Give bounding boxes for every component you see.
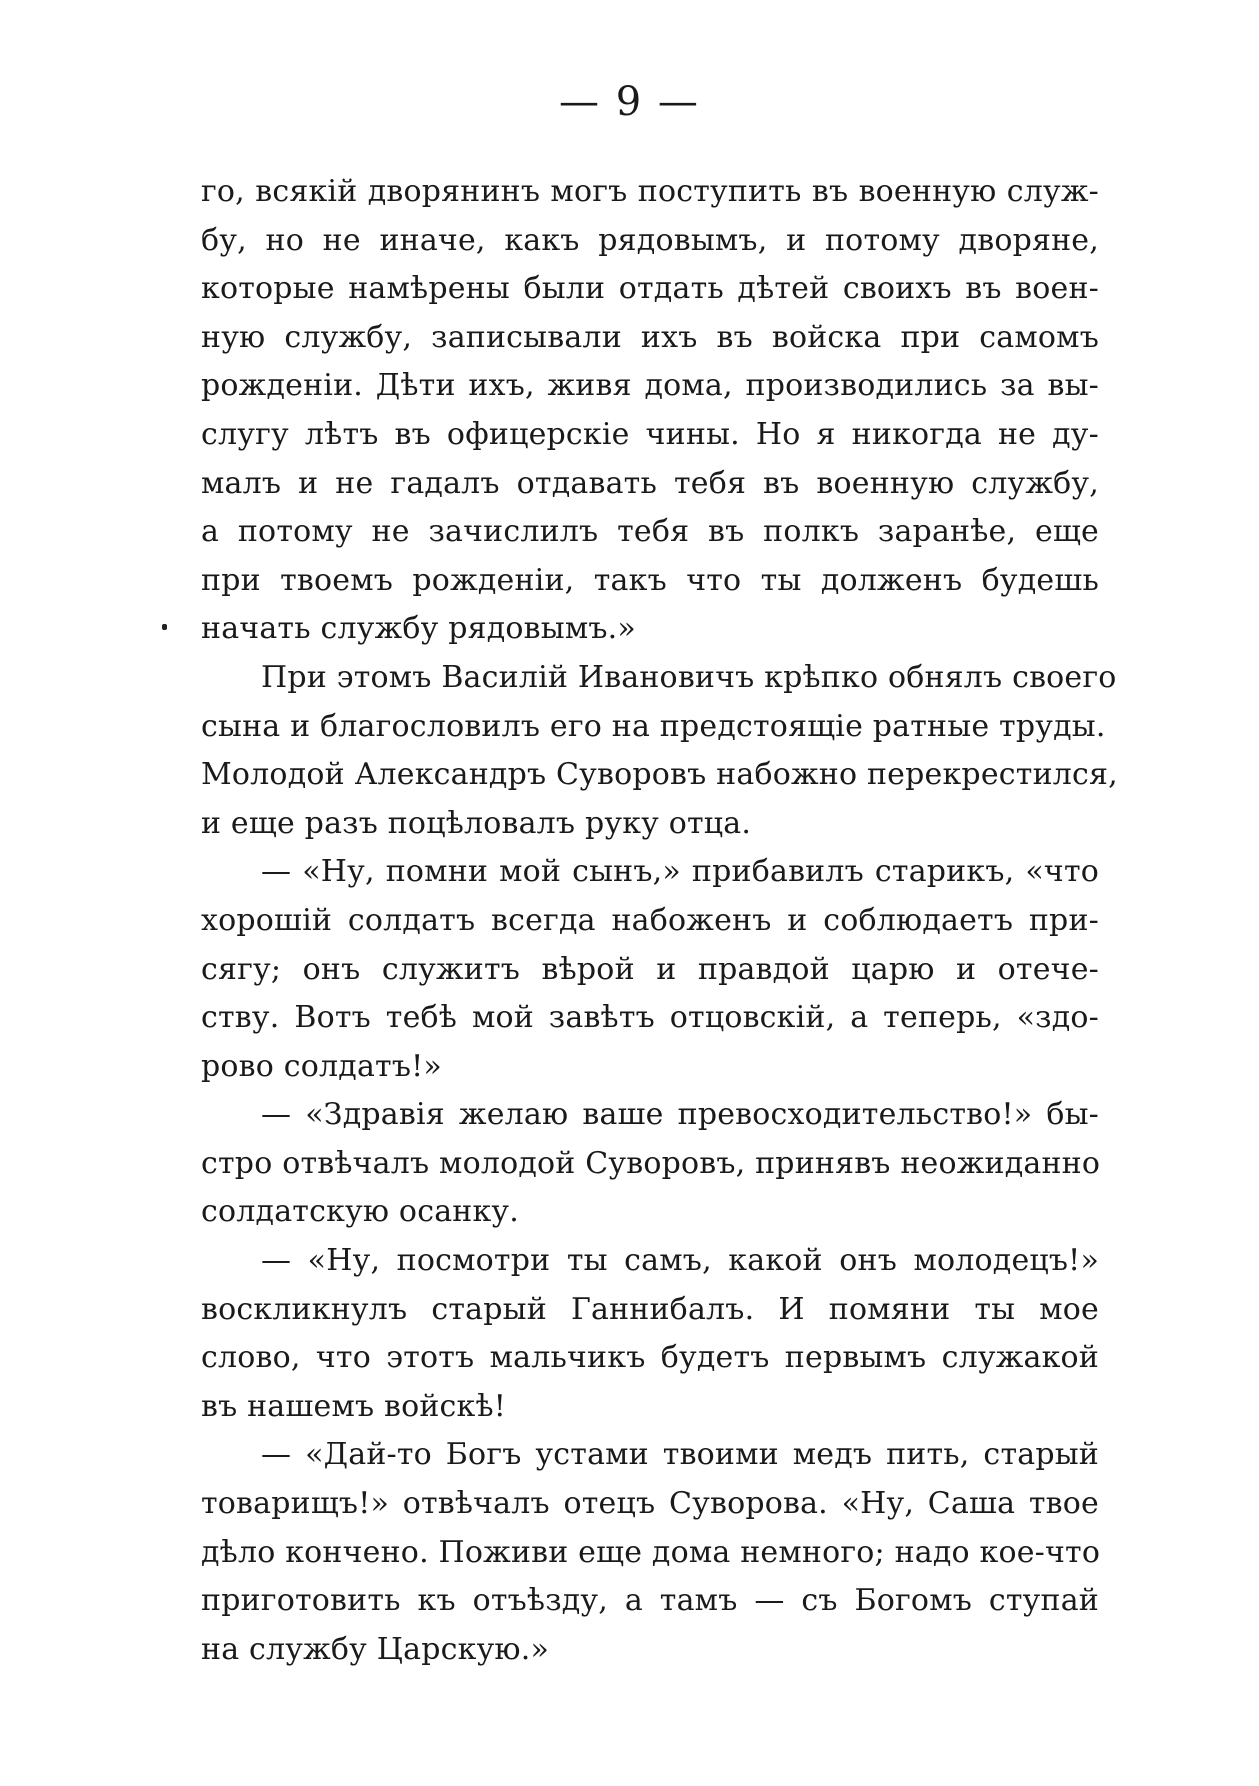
paragraph-start: — «Дай-то Богъ устами твоими медъ пить, старый bbox=[261, 1437, 1099, 1473]
text-line: на службу Царскую.» bbox=[201, 1631, 550, 1667]
text-line: которые намѣрены были отдать дѣтей своихъ въ воен- bbox=[201, 271, 1099, 307]
text-line: Молодой Александръ Суворовъ набожно перекрестился, bbox=[201, 757, 1118, 793]
text-line: слугу лѣтъ въ офицерскіе чины. Но я никогда не ду- bbox=[201, 416, 1099, 452]
text-line: ную службу, записывали ихъ въ войска при самомъ bbox=[201, 319, 1099, 355]
text-line: ству. Вотъ тебѣ мой завѣтъ отцовскій, а теперь, «здо- bbox=[201, 1000, 1099, 1036]
text-line: а потому не зачислилъ тебя въ полкъ заранѣе, еще bbox=[201, 514, 1099, 550]
text-line: товарищъ!» отвѣчалъ отецъ Суворова. «Ну, Саша твое bbox=[201, 1486, 1099, 1522]
paragraph-start: — «Здравія желаю ваше превосходительство!» бы- bbox=[261, 1097, 1099, 1133]
text-line: сягу; онъ служитъ вѣрой и правдой царю и отече- bbox=[201, 951, 1099, 987]
text-line: и еще разъ поцѣловалъ руку отца. bbox=[201, 805, 752, 841]
text-line: сына и благословилъ его на предстоящіе ратные труды. bbox=[201, 708, 1106, 744]
text-line: бу, но не иначе, какъ рядовымъ, и потому дворяне, bbox=[201, 222, 1099, 258]
text-line: при твоемъ рожденіи, такъ что ты долженъ будешь bbox=[201, 562, 1099, 598]
text-line: рово солдатъ!» bbox=[201, 1048, 442, 1084]
text-line: солдатскую осанку. bbox=[201, 1194, 520, 1230]
page-number: — 9 — bbox=[559, 79, 700, 125]
text-line: приготовить къ отъѣзду, а тамъ — съ Богомъ ступай bbox=[201, 1583, 1099, 1619]
text-line: рожденіи. Дѣти ихъ, живя дома, производились за вы- bbox=[201, 368, 1099, 404]
text-line: дѣло кончено. Поживи еще дома немного; надо кое-что bbox=[201, 1534, 1101, 1570]
text-line: слово, что этотъ мальчикъ будетъ первымъ служакой bbox=[201, 1340, 1099, 1376]
text-line: малъ и не гадалъ отдавать тебя въ военную службу, bbox=[201, 465, 1099, 501]
text-line: въ нашемъ войскѣ! bbox=[201, 1388, 507, 1424]
text-line: начать службу рядовымъ.» bbox=[201, 611, 636, 647]
paragraph-start: — «Ну, посмотри ты самъ, какой онъ молодецъ!» bbox=[261, 1243, 1099, 1279]
body-text bbox=[201, 168, 1118, 1674]
text-line: стро отвѣчалъ молодой Суворовъ, принявъ неожиданно bbox=[201, 1145, 1101, 1181]
paragraph-start: При этомъ Василій Ивановичъ крѣпко обнялъ своего bbox=[261, 659, 1117, 695]
margin-mark bbox=[162, 624, 167, 630]
text-line: воскликнулъ старый Ганнибалъ. И помяни ты мое bbox=[201, 1291, 1099, 1327]
text-line: хорошій солдатъ всегда набоженъ и соблюдаетъ при- bbox=[201, 902, 1099, 938]
paragraph-start: — «Ну, помни мой сынъ,» прибавилъ старикъ, «что bbox=[261, 854, 1099, 890]
text-line: го, всякій дворянинъ могъ поступить въ военную служ- bbox=[201, 174, 1099, 209]
